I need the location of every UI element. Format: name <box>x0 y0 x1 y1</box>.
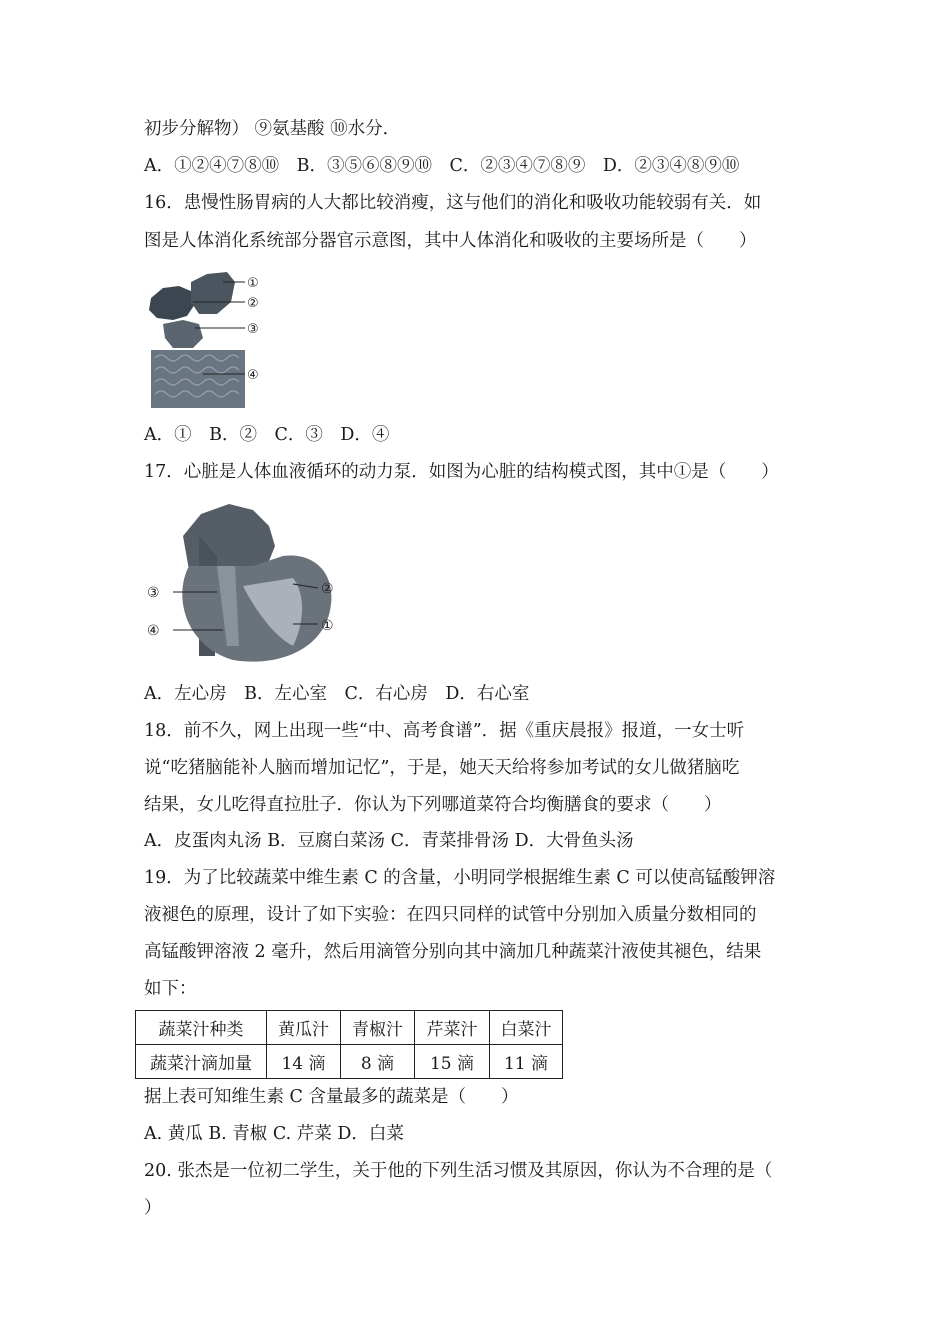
table-cell: 蔬菜汁滴加量 <box>136 1045 267 1079</box>
table-cell: 8 滴 <box>341 1045 415 1079</box>
question-16-options: A．① B．② C．③ D．④ <box>144 425 390 445</box>
fig16-label: ④ <box>247 368 259 383</box>
question-18: 18．前不久，网上出现一些“中、高考食谱”．据《重庆晨报》报道，一女士听 <box>144 721 745 741</box>
question-19-prompt: 据上表可知维生素 C 含量最多的蔬菜是（ ） <box>144 1087 519 1107</box>
question-20-cont: ） <box>144 1198 162 1218</box>
text-line: 初步分解物） ⑨氨基酸 ⑩水分． <box>144 119 401 139</box>
question-17: 17．心脏是人体血液循环的动力泵．如图为心脏的结构模式图，其中①是（ ） <box>144 462 779 482</box>
question-20: 20. 张杰是一位初二学生，关于他的下列生活习惯及其原因，你认为不合理的是（ <box>144 1161 773 1181</box>
table-cell: 15 滴 <box>415 1045 490 1079</box>
question-18-options: A．皮蛋肉丸汤 B．豆腐白菜汤 C．青菜排骨汤 D．大骨鱼头汤 <box>144 831 634 851</box>
question-19-cont: 液褪色的原理，设计了如下实验：在四只同样的试管中分别加入质量分数相同的 <box>144 905 757 925</box>
fig16-label: ① <box>247 276 259 291</box>
fig17-label: ② <box>321 581 334 597</box>
table-cell: 芹菜汁 <box>415 1011 490 1045</box>
table-cell: 青椒汁 <box>341 1011 415 1045</box>
vegetable-juice-table <box>135 1010 563 1079</box>
question-19-cont: 如下： <box>144 979 197 999</box>
question-16-cont: 图是人体消化系统部分器官示意图，其中人体消化和吸收的主要场所是（ ） <box>144 231 757 251</box>
answer-options: A．①②④⑦⑧⑩ B．③⑤⑥⑧⑨⑩ C．②③④⑦⑧⑨ D．②③④⑧⑨⑩ <box>144 156 740 176</box>
fig16-label: ③ <box>247 322 259 337</box>
question-19: 19．为了比较蔬菜中维生素 C 的含量，小明同学根据维生素 C 可以使高锰酸钾溶 <box>144 868 776 888</box>
question-17-options: A．左心房 B．左心室 C．右心房 D．右心室 <box>144 684 530 704</box>
table-cell: 黄瓜汁 <box>267 1011 341 1045</box>
table-row <box>136 1045 563 1079</box>
question-18-cont: 结果，女儿吃得直拉肚子．你认为下列哪道菜符合均衡膳食的要求（ ） <box>144 795 722 815</box>
table-cell: 14 滴 <box>267 1045 341 1079</box>
table-cell: 白菜汁 <box>490 1011 563 1045</box>
digestive-system-figure <box>143 262 268 412</box>
question-18-cont: 说“吃猪脑能补人脑而增加记忆”，于是，她天天给将参加考试的女儿做猪脑吃 <box>144 758 740 778</box>
heart-structure-figure <box>143 496 343 666</box>
fig16-label: ② <box>247 296 259 311</box>
fig17-label: ① <box>321 618 334 634</box>
question-16: 16．患慢性肠胃病的人大都比较消瘦，这与他们的消化和吸收功能较弱有关．如 <box>144 193 762 213</box>
table-cell: 蔬菜汁种类 <box>136 1011 267 1045</box>
table-cell: 11 滴 <box>490 1045 563 1079</box>
question-19-options: A. 黄瓜 B. 青椒 C. 芹菜 D．白菜 <box>144 1124 404 1144</box>
fig17-label: ④ <box>147 623 160 639</box>
fig17-label: ③ <box>147 585 160 601</box>
question-19-cont: 高锰酸钾溶液 2 毫升，然后用滴管分别向其中滴加几种蔬菜汁液使其褪色，结果 <box>144 942 762 962</box>
table-header-row <box>136 1011 563 1045</box>
